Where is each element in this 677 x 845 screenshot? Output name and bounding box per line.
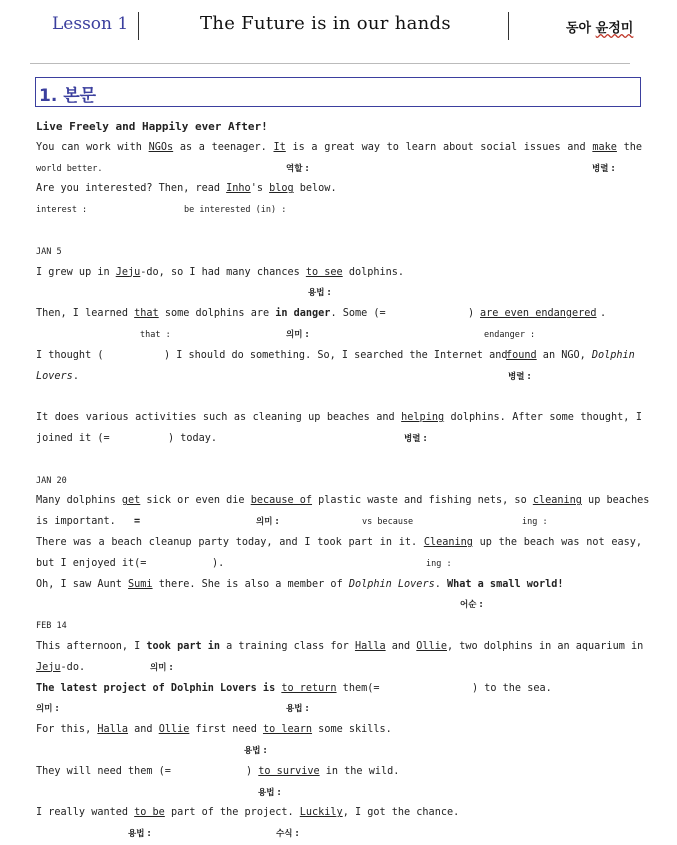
publisher-label: 동아 윤정미 (566, 21, 634, 36)
text-line: 어순 : (460, 600, 483, 611)
text-line: but I enjoyed it(= ). ing : (36, 557, 452, 569)
text-body (36, 117, 650, 845)
text-line: that : 의미 : endanger : (140, 329, 536, 340)
text-line: I really wanted to be part of the project. Luckily, I got the chance. (36, 807, 460, 819)
text-line: Jeju-do. 의미 : (36, 661, 173, 673)
text-line: I thought ( ) I should do something. So, I searched the Internet and found an NGO, Dolphin (36, 349, 635, 361)
text-line: You can work with NGOs as a teenager. It is a great way to learn about social issues and make the (36, 141, 642, 153)
text-line: interest : be interested (in) : (36, 205, 287, 216)
header-rule (30, 63, 630, 64)
text-line: joined it (= ) today. 병렬 : (36, 432, 427, 444)
text-line: Oh, I saw Aunt Sumi there. She is also a member of Dolphin Lovers. What a small world! (36, 578, 564, 590)
text-line: 용법 : (258, 787, 281, 798)
text-line: Then, I learned that some dolphins are in danger. Some (= ) are even endangered . (36, 308, 607, 320)
lesson-number: Lesson 1 (52, 14, 129, 34)
date-label: JAN 20 (36, 475, 67, 486)
text-line: For this, Halla and Ollie first need to learn some skills. (36, 724, 392, 736)
header-divider-right (508, 12, 509, 40)
header-divider-left (138, 12, 139, 40)
section-heading-box (35, 77, 641, 107)
text-line: 용법 : 수식 : (128, 829, 299, 840)
text-line: 용법 : (244, 745, 267, 756)
text-line: I grew up in Jeju-do, so I had many chances to see dolphins. (36, 266, 405, 278)
text-line: This afternoon, I took part in a training class for Halla and Ollie, two dolphins in an aquarium in (36, 640, 644, 652)
text-line: Many dolphins get sick or even die because of plastic waste and fishing nets, so cleaning up beaches (36, 495, 650, 507)
text-line: world better. 역할 : 병렬 : (36, 163, 615, 174)
date-label: JAN 5 (36, 246, 62, 257)
text-line: 의미 : 용법 : (36, 704, 309, 715)
passage-title: Live Freely and Happily ever After! (36, 120, 268, 133)
text-line: They will need them (= ) to survive in the wild. (36, 765, 400, 777)
text-line: The latest project of Dolphin Lovers is to return them(= ) to the sea. (36, 682, 552, 694)
text-line: Are you interested? Then, read Inho's blog below. (36, 183, 337, 195)
text-line: Lovers. 병렬 : (36, 370, 531, 382)
section-title: 1. 본문 (39, 86, 97, 106)
text-line: There was a beach cleanup party today, and I took part in it. Cleaning up the beach was not easy, (36, 536, 642, 548)
date-label: FEB 14 (36, 621, 67, 632)
page-header (0, 0, 677, 60)
text-line: is important. = 의미 : vs because ing : (36, 516, 548, 528)
text-line: It does various activities such as cleaning up beaches and helping dolphins. After some thought, I (36, 412, 642, 424)
text-line: 용법 : (308, 288, 331, 299)
lesson-title: The Future is in our hands (200, 13, 451, 34)
